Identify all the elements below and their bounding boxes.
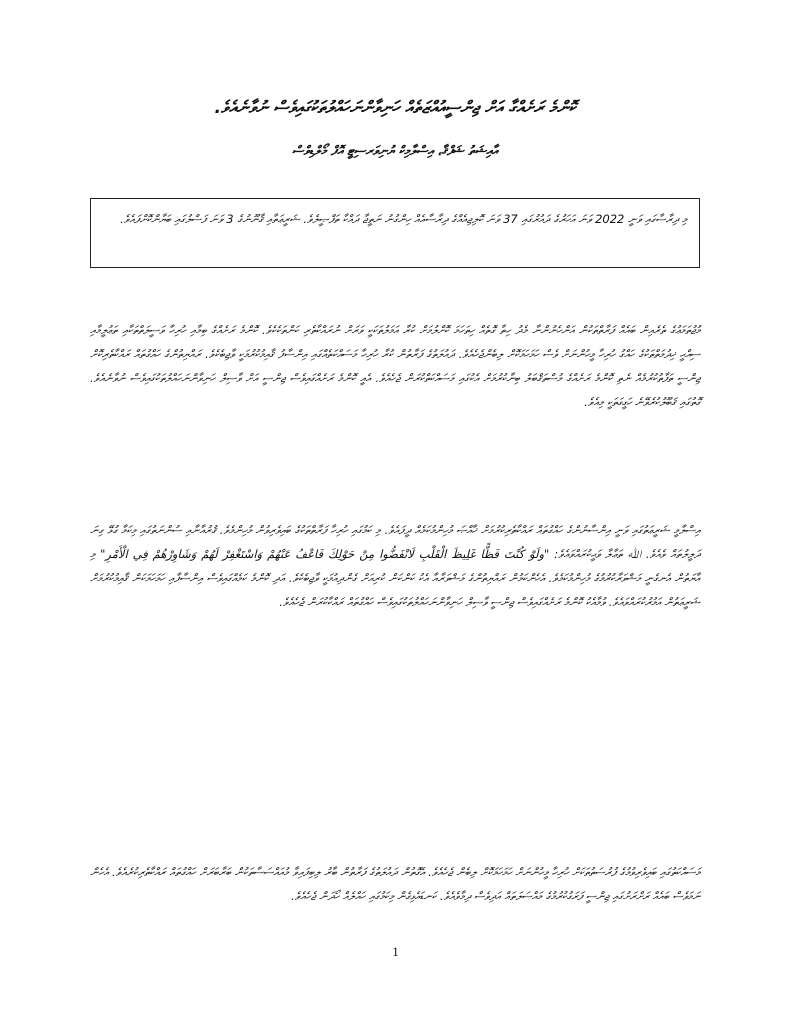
author-line: އާއިޝަތު ޝަފްޤާ، އިސްލާމިކް ޔުނިވަރސިޓީ އޮފް މޯލްޑިވްސް bbox=[292, 144, 498, 159]
page-number: 1 bbox=[392, 944, 399, 959]
paragraph: މަސައްކަތުގައި ބައިވެރިވުމުގެ ފުރުސަތުތަކަށް ހުރިހާ މީހުންނަށް ހަމަހަމަކޮށް ލިބެން ޖެހެއެވެ. އެގޮތުން ދައުލަތުގެ ފަރާތުން ބާރު ލިބިފައިވާ މުއައްސަސާތަކުން ބަރާބަރަށް ހައްގުތައް ރައްކާތެރިކުރެއެވެ. އެހެން ނަމަވެސް ބައެއް ރަށްރަށުގައި ޖިންސީ ފަރަގުކުރުމުގެ މައްސަލަތައް އަދިވެސް ދިމާވެއެވެ. ކަނޑައެޅިގެން މިކަމުގައި ހައްލެއް ހޯދަން ޖެހެއެވެ. bbox=[90, 865, 700, 903]
document-title: ކޮންމެ ރަށެއްގާ އަށް ޖިންސީއުއްޒަތެއް ހަނިވާންނަހައްލުތަކުގައިވެސް ނުވާނެއެވެ. bbox=[214, 98, 576, 118]
abstract-box: މި ދިރާސާގައި ވަނީ 2022 ވަނަ އަހަރުގެ ދައުރުގައި 37 ވަނަ ކޮލިޖިއެއްގެ ދިރާސާއެއް ހިންގުނު ނަތީޖާ ދައްކާ ތަފްޞީލެވެ. ޝަރީޢަތާއި ޤާނޫނުގެ 3 ވަނަ ފަސްލުގައި ބަޔާންކޮށްފައެވެ. bbox=[90, 198, 700, 268]
paragraph: މުޖުތަމަޢުގެ ތެރެއިން ބައެއް ފަރާތްތަކުން އަންހެނުންނާ މެދު ހިތާ ގޮތެއް ހިތަހަމަ ކޮށްލުމަށް ކުރާ އަމަލުތަކަކީ ވަރަށް ނުރައްކާތެރި ކަންތަކެކެވެ. ކޮންމެ ރަށެއްގެ ބިމާއި ހުރިހާ ވަސީލަތްތަކާއި ތަޢުލީމާއި ސިއްޙީ ޚިދުމަތްތަކުގެ ހައްގު ހުރިހާ މީހުންނަށް ވެސް ހަމަހަމަކޮށް ލިބެންޖެހެއެވެ. ދައުލަތުގެ ފަރާތުން ކުރާ ހުރިހާ މަސައްކަތެއްގައި އިންސާފު ޤާއިމުކުރުމަކީ ވާޖިބެކެވެ. ރައްޔިތުންގެ ހައްގުތައް ރައްކާތެރިކޮށް ޖިންސީ ތަފާތުކުރުމެއް ނެތި ކޮންމެ ރަށެއްގެ މުސްތަޤްބަލު ބިނާކުރުމަށް އެކުގައި މަސައްކަތްކުރަން ޖެހެއެވެ. އެއީ ކޮންމެ ރަށެއްގައިވެސް ޖިންސީ އަށް ވާސިލް ހަނިވާންނަހައްލުތަކުގައިވެސް ނުވާނެއެވެ. ގޮތުގައި ޤަބޫލުކުރެވޭނެ ހަގީގަތަކީ މިއެވެ. bbox=[90, 323, 700, 409]
paragraph: އިސްލާމީ ޝަރީޢަތުގައި ވަނީ އިންސާނުންގެ ހައްގުތައް ރައްކާތެރިކުރުމަށް ޚާއްޞަ މުހިންމުކަމެއް ދީފައެވެ. މި ކަމުގައި ހުރިހާ ފަރާތްތަކުގެ ބައިވެރިވުން މުހިންމެވެ. ޤުރުއާނާއި ސުންނަތުގައި މިކަމާ ގުޅޭ ގިނަ ދަލީލުތައް ވެއެވެ. ﷲ ތަޢާލާ ވަޙީކުރައްވައެވެ: "ولَوْ كُنْتَ فَظًّا غَلِيظَ الْقَلْبِ لَانْفَضُّوا مِنْ حَوْلِكَ فَاعْفُ عَنْهُمْ وَاسْتَغْفِرْ لَهُمْ وَشَاوِرْهُمْ فِي الْأَمْرِ" މި އާޔަތުން އެނގެނީ މަޝްވަރާކުރުމުގެ މުހިންމުކަމެވެ. އެހެންކަމުން ރައްޔިތުންގެ މަޝްވަރާއާ އެކު ކަންކަން ކުރިއަށް ގެންދިއުމަކީ ވާޖިބެކެވެ. އަދި ކޮންމެ ކަމެއްގައިވެސް އިންސާފާއި ހަމަހަމަކަން ޤާއިމުކުރުމަށް ޝަރީޢަތުން އަމުރުކުރައްވައެވެ. ވުމާއެކު ކޮންމެ ރަށެއްގައިވެސް ޖިންސީ ވާސިލް ހަނިވާންނަހައްލުތަކުގައިވެސް ހައްގުތައް ރައްކާކުރަން ޖެހެއެވެ. bbox=[90, 523, 700, 609]
